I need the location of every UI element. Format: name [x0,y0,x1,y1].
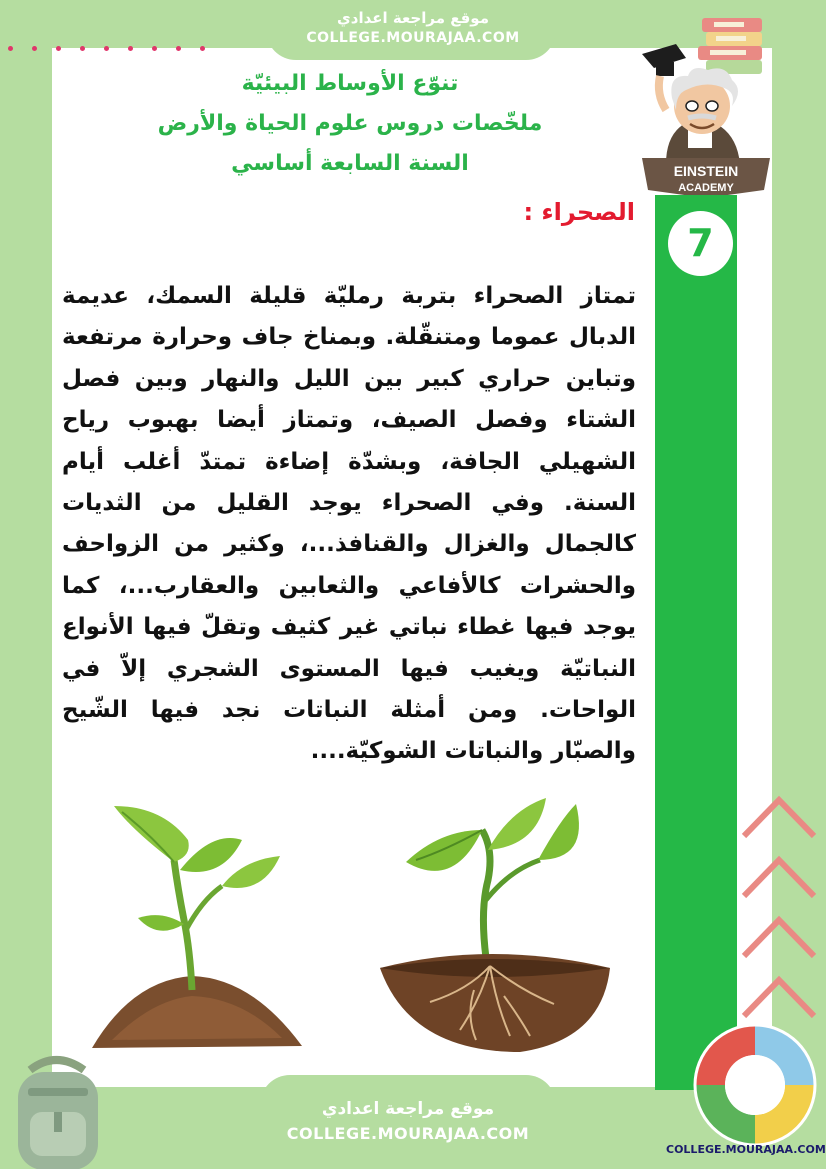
academy-banner [642,158,770,198]
section-body: تمتاز الصحراء بتربة رمليّة قليلة السمك، عديمة الدبال عموما ومتنقّلة. وبمناخ جاف وحرارة مرتفعة وتباين حراري كبير بين الليل والنهار وبين فصل الشتاء وفصل الصيف، وتمتاز أيضا بهبوب رياح الشهيلي الجافة، وبشدّة إضاءة تمتدّ أغلب أيام السنة. وفي الصحراء يوجد القليل من الثديات كالجمال والغزال والقنافذ...، وكثير من الزواحف والحشرات كالأفاعي والثعابين والعقارب...، كما يوجد فيها غطاء نباتي غير كثيف وتقلّ فيها الأنواع النباتيّة ويغيب فيها المستوى الشجري إلاّ في الواحات. ومن أمثلة النباتات نجد فيها الشّيح والصبّار والنباتات الشوكيّة.... [62,283,636,765]
sprout-in-pot-image [370,790,620,1070]
backpack-icon [0,1050,115,1169]
section-title: الصحراء : [523,198,635,226]
subjects-circle-logo [690,1020,820,1150]
footer-site-url[interactable]: COLLEGE.MOURAJAA.COM [286,1124,530,1143]
footer-site [276,1096,540,1146]
logo-line2: ACADEMY [678,182,734,194]
badge-site-url[interactable]: COLLEGE.MOURAJAA.COM [666,1143,826,1156]
einstein-academy-logo [636,14,776,200]
document-titles [120,64,580,184]
books-icon [698,18,762,74]
seedling-on-soil-image [92,800,302,1060]
side-green-bar [655,195,737,1090]
grade-title: السنة السابعة أساسي [231,151,469,176]
header-site-url[interactable]: COLLEGE.MOURAJAA.COM [306,30,520,46]
lesson-title: تنوّع الأوساط البيئيّة [241,71,459,96]
decorative-dots [8,46,208,52]
logo-line1: EINSTEIN [673,163,739,179]
header-site-ar: موقع مراجعة اعدادي [337,9,489,27]
footer-site-ar: موقع مراجعة اعدادي [321,1099,495,1119]
subject-title: ملخّصات دروس علوم الحياة والأرض [157,111,543,136]
page-number-badge: 7 [668,211,733,276]
header-site [290,8,536,54]
page-frame-left [0,0,52,1169]
